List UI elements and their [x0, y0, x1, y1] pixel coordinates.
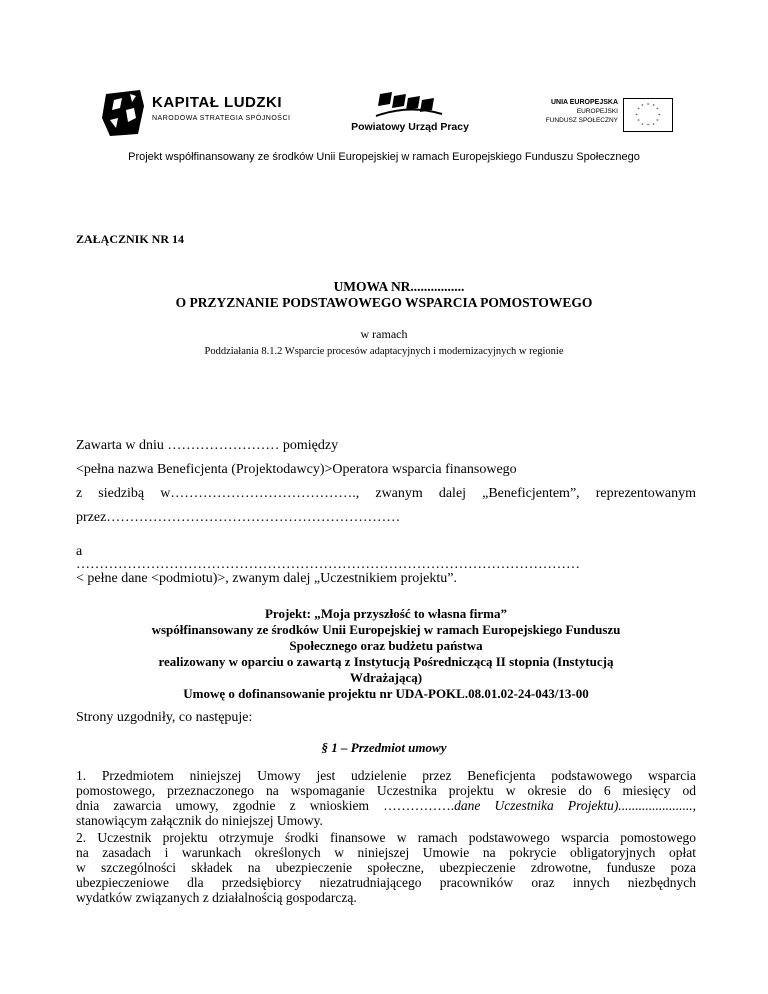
- represented-by-line: przez………………………………………………………: [76, 510, 401, 525]
- eu-line-3: FUNDUSZ SPOŁECZNY: [545, 117, 618, 124]
- project-line: Społecznego oraz budżetu państwa: [289, 638, 483, 653]
- svg-text:*: *: [637, 108, 640, 114]
- project-line: współfinansowany ze środków Unii Europejskiej w ramach Europejskiego Funduszu: [151, 622, 621, 637]
- eu-efs-logo: [535, 98, 680, 134]
- date-line: Zawarta w dniu …………………… pomiędzy: [76, 438, 339, 453]
- project-line: realizowany w oparciu o zawartą z Instytucją Pośredniczącą II stopnia (Instytucją: [158, 654, 614, 669]
- poddzialanie: Poddziałania 8.1.2 Wsparcie procesów adaptacyjnych i modernizacyjnych w regionie: [204, 346, 564, 357]
- contract-subject-title: O PRZYZNANIE PODSTAWOWEGO WSPARCIA POMOSTOWEGO: [175, 295, 593, 310]
- svg-text:*: *: [652, 123, 655, 129]
- application-ref: dnia zawarcia umowy, zgodnie z wnioskiem …………….: [76, 798, 455, 813]
- project-line: Umowę o dofinansowanie projektu nr UDA-POKL.08.01.02-24-043/13-00: [183, 686, 589, 701]
- pup-emblem-icon: [374, 90, 444, 120]
- paragraph-1-line: stanowiącym załącznik do niniejszej Umowy.: [76, 813, 323, 828]
- svg-text:*: *: [646, 124, 650, 130]
- eu-line-1: UNIA EUROPEJSKA: [550, 99, 618, 106]
- paragraph-2: [76, 830, 696, 905]
- paragraph-1-line: 1. Przedmiotem niniejszej Umowy jest udzielenie przez Beneficjenta podstawowego wsparcia: [76, 768, 696, 783]
- eu-line-2: EUROPEJSKI: [576, 108, 618, 115]
- participant-data-ref: dane Uczestnika Projektu)......................,: [454, 798, 696, 813]
- w-ramach: w ramach: [360, 327, 408, 341]
- beneficiary-seat-line: z siedzibą w…………………………………., zwanym dalej „Beneficjentem”, reprezentowanym: [76, 486, 696, 501]
- svg-text:*: *: [641, 104, 644, 110]
- paragraph-2-line: 2. Uczestnik projektu otrzymuje środki finansowe w ramach podstawowego wsparcia pomostowego: [76, 830, 696, 845]
- svg-text:*: *: [641, 123, 644, 129]
- paragraph-2-line: wydatków związanych z działalnością gospodarczą.: [76, 890, 357, 905]
- and-line: a: [76, 544, 83, 559]
- paragraph-2-line: ubezpieczeniowe dla przedsiębiorcy niezatrudniającego pracowników oraz innych niezbędnych: [76, 875, 696, 890]
- paragraph-2-line: w szczególności składek na ubezpieczenie społeczne, ubezpieczenie zdrowotne, fundusze poza: [76, 860, 696, 875]
- svg-text:*: *: [652, 104, 655, 110]
- eu-text-block: [535, 98, 618, 125]
- section-1-heading: § 1 – Przedmiot umowy: [321, 740, 447, 755]
- svg-text:*: *: [658, 113, 661, 119]
- pup-name: Powiatowy Urząd Pracy: [351, 121, 469, 133]
- project-line: Wdrażającą): [349, 670, 423, 685]
- svg-text:*: *: [646, 103, 650, 109]
- kapital-ludzki-title: KAPITAŁ LUDZKI: [152, 94, 283, 111]
- beneficiary-name-line: <pełna nazwa Beneficjenta (Projektodawcy)>Operatora wsparcia finansowego: [76, 462, 517, 477]
- agreed-line: Strony uzgodniły, co następuje:: [76, 710, 253, 725]
- project-block: [76, 606, 696, 702]
- cofinancing-note: Projekt współfinansowany ze środków Unii Europejskiej w ramach Europejskiego Funduszu Społecznego: [128, 151, 640, 163]
- contract-number-title: UMOWA NR................: [333, 279, 465, 294]
- svg-text:*: *: [635, 113, 638, 119]
- eu-flag-icon: [623, 98, 673, 132]
- kapital-ludzki-subtitle: NARODOWA STRATEGIA SPÓJNOŚCI: [152, 115, 291, 122]
- paragraph-1-line: [76, 798, 696, 813]
- svg-text:*: *: [656, 108, 659, 114]
- svg-text:*: *: [637, 119, 640, 125]
- paragraph-1-line: pomostowego, przeznaczonego na wspomaganie Uczestnika projektu w okresie do 6 miesięcy od: [76, 783, 696, 798]
- paragraph-1: [76, 768, 696, 828]
- pup-logo: [340, 90, 480, 140]
- kapital-ludzki-emblem-icon: [100, 88, 146, 138]
- project-line: Projekt: „Moja przyszłość to własna firma”: [264, 606, 507, 621]
- paragraph-2-line: na zasadach i warunkach określonych w niniejszej Umowie na pokrycie obligatoryjnych opłat: [76, 845, 696, 860]
- svg-text:*: *: [656, 119, 659, 125]
- participant-line: < pełne dane <podmiotu)>, zwanym dalej „Uczestnikiem projektu”.: [76, 571, 457, 586]
- annex-label: ZAŁĄCZNIK NR 14: [76, 232, 185, 246]
- participant-dots-line: ………………………………………………………………………………………………: [76, 557, 580, 572]
- kapital-ludzki-logo: [100, 88, 300, 140]
